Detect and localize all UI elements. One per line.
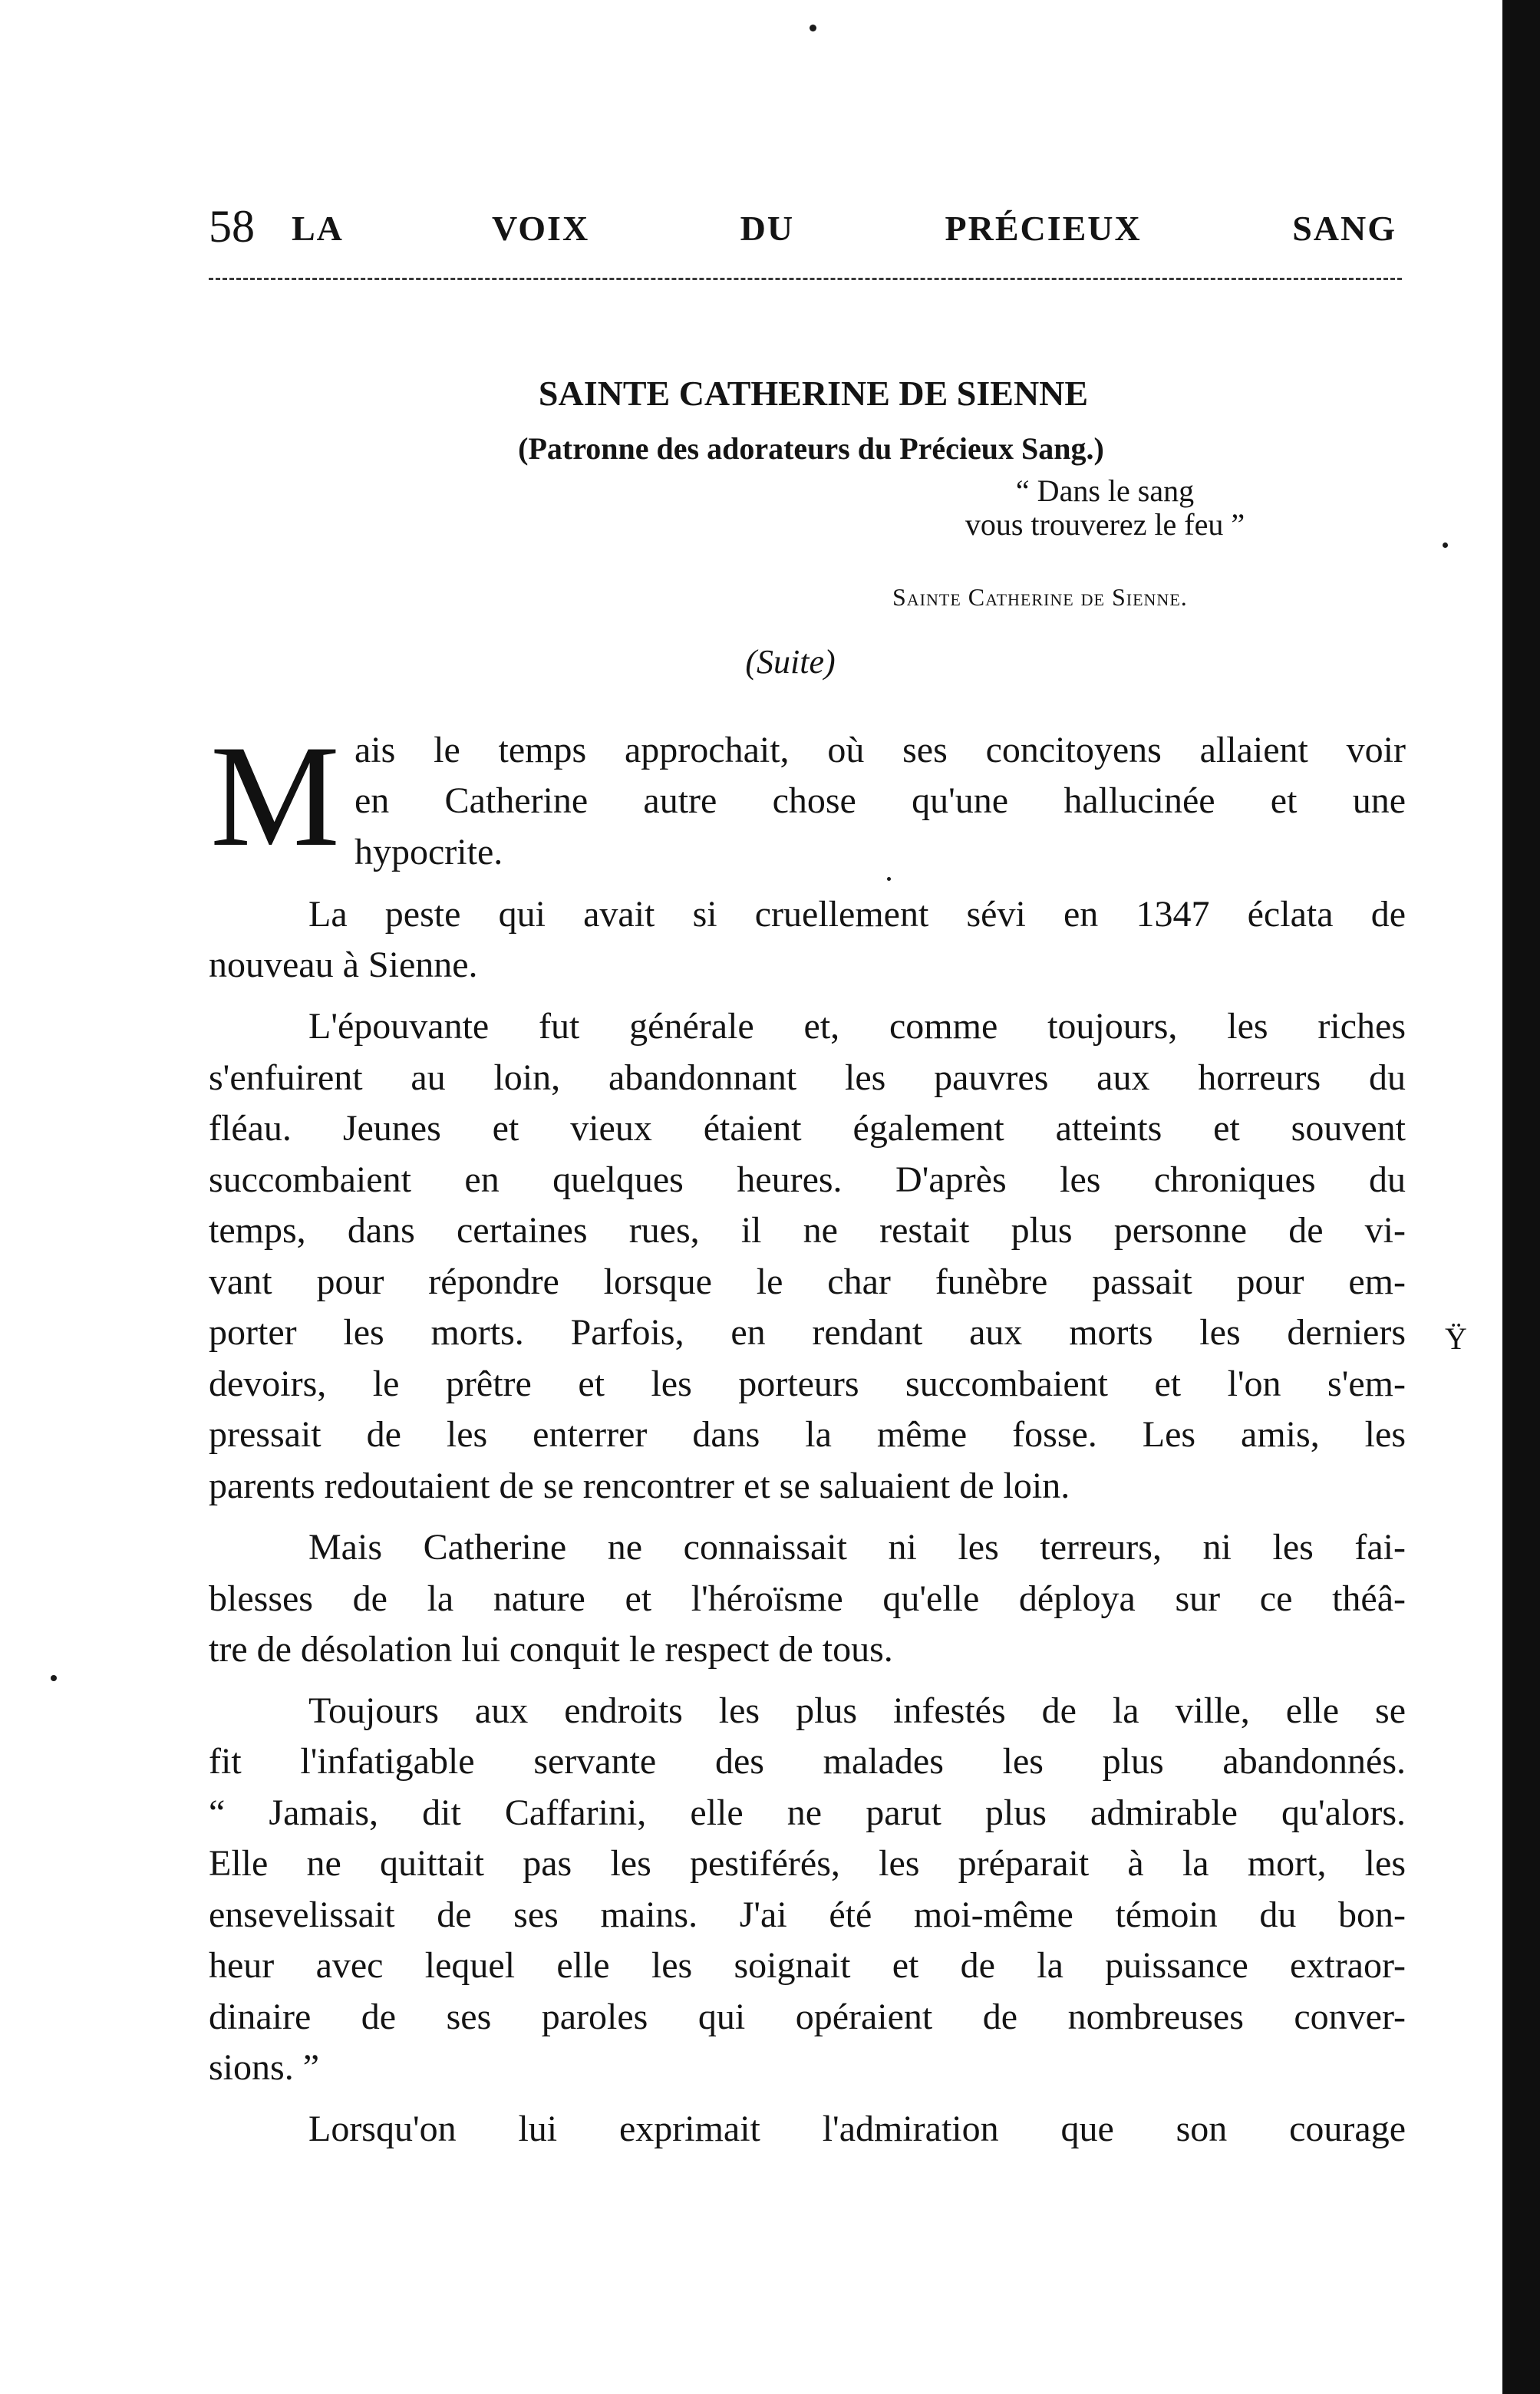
body-line: La peste qui avait si cruellement sévi en 1347 éclata de bbox=[308, 894, 1406, 935]
body-line: Lorsqu'on lui exprimait l'admiration que son courage bbox=[308, 2109, 1406, 2149]
epigraph-attribution: Sainte Catherine de Sienne. bbox=[892, 583, 1188, 611]
body-line: Mais Catherine ne connaissait ni les terreurs, ni les fai- bbox=[308, 1527, 1406, 1568]
body-line: dinaire de ses paroles qui opéraient de nombreuses conver- bbox=[209, 1997, 1406, 2037]
epigraph-line: vous trouverez le feu ” bbox=[965, 507, 1245, 542]
margin-mark: Ÿ bbox=[1445, 1321, 1467, 1356]
drop-cap: M bbox=[210, 716, 340, 877]
body-line: nouveau à Sienne. bbox=[209, 945, 478, 985]
body-line: temps, dans certaines rues, il ne restait plus personne de vi- bbox=[209, 1210, 1406, 1251]
chapter-subtitle: (Patronne des adorateurs du Précieux Sang.) bbox=[518, 431, 1104, 466]
epigraph bbox=[844, 474, 1366, 542]
dust-speck bbox=[1443, 542, 1448, 548]
running-head bbox=[209, 201, 1402, 255]
scan-edge-shadow bbox=[1502, 0, 1540, 2394]
body-line: porter les morts. Parfois, en rendant aux morts les derniers bbox=[209, 1312, 1406, 1353]
epigraph-line: “ Dans le sang bbox=[1015, 473, 1195, 508]
body-line: en Catherine autre chose qu'une hallucinée et une bbox=[354, 780, 1406, 821]
dust-speck bbox=[51, 1675, 57, 1681]
body-line: devoirs, le prêtre et les porteurs succombaient et l'on s'em- bbox=[209, 1364, 1406, 1404]
body-line: pressait de les enterrer dans la même fosse. Les amis, les bbox=[209, 1414, 1406, 1455]
body-line: ais le temps approchait, où ses concitoyens allaient voir bbox=[354, 730, 1406, 770]
body-line: vant pour répondre lorsque le char funèbre passait pour em- bbox=[209, 1261, 1406, 1302]
body-line: “ Jamais, dit Caffarini, elle ne parut plus admirable qu'alors. bbox=[209, 1792, 1406, 1833]
dust-speck bbox=[887, 877, 891, 881]
body-line: ensevelissait de ses mains. J'ai été moi-même témoin du bon- bbox=[209, 1894, 1406, 1935]
body-line: sions. ” bbox=[209, 2047, 319, 2088]
body-line: hypocrite. bbox=[354, 832, 503, 872]
chapter-title: SAINTE CATHERINE DE SIENNE bbox=[538, 374, 1089, 413]
body-line: succombaient en quelques heures. D'après les chroniques du bbox=[209, 1159, 1406, 1200]
body-line: fit l'infatigable servante des malades les plus abandonnés. bbox=[209, 1741, 1406, 1782]
body-line: blesses de la nature et l'héroïsme qu'elle déploya sur ce théâ- bbox=[209, 1578, 1406, 1619]
body-line: fléau. Jeunes et vieux étaient également atteints et souvent bbox=[209, 1108, 1406, 1149]
body-line: Toujours aux endroits les plus infestés de la ville, elle se bbox=[308, 1690, 1406, 1731]
dust-speck bbox=[810, 25, 816, 31]
header-rule bbox=[209, 278, 1402, 280]
body-line: tre de désolation lui conquit le respect de tous. bbox=[209, 1629, 893, 1670]
body-line: heur avec lequel elle les soignait et de la puissance extraor- bbox=[209, 1945, 1406, 1986]
page-number: 58 bbox=[209, 201, 255, 252]
continued-label: (Suite) bbox=[745, 643, 836, 681]
body-line: s'enfuirent au loin, abandonnant les pauvres aux horreurs du bbox=[209, 1057, 1406, 1098]
body-line: Elle ne quittait pas les pestiférés, les préparait à la mort, les bbox=[209, 1843, 1406, 1884]
running-title: LA VOIX DU PRÉCIEUX SANG bbox=[292, 209, 1397, 248]
body-line: L'épouvante fut générale et, comme toujours, les riches bbox=[308, 1006, 1406, 1047]
body-line: parents redoutaient de se rencontrer et se saluaient de loin. bbox=[209, 1466, 1070, 1506]
